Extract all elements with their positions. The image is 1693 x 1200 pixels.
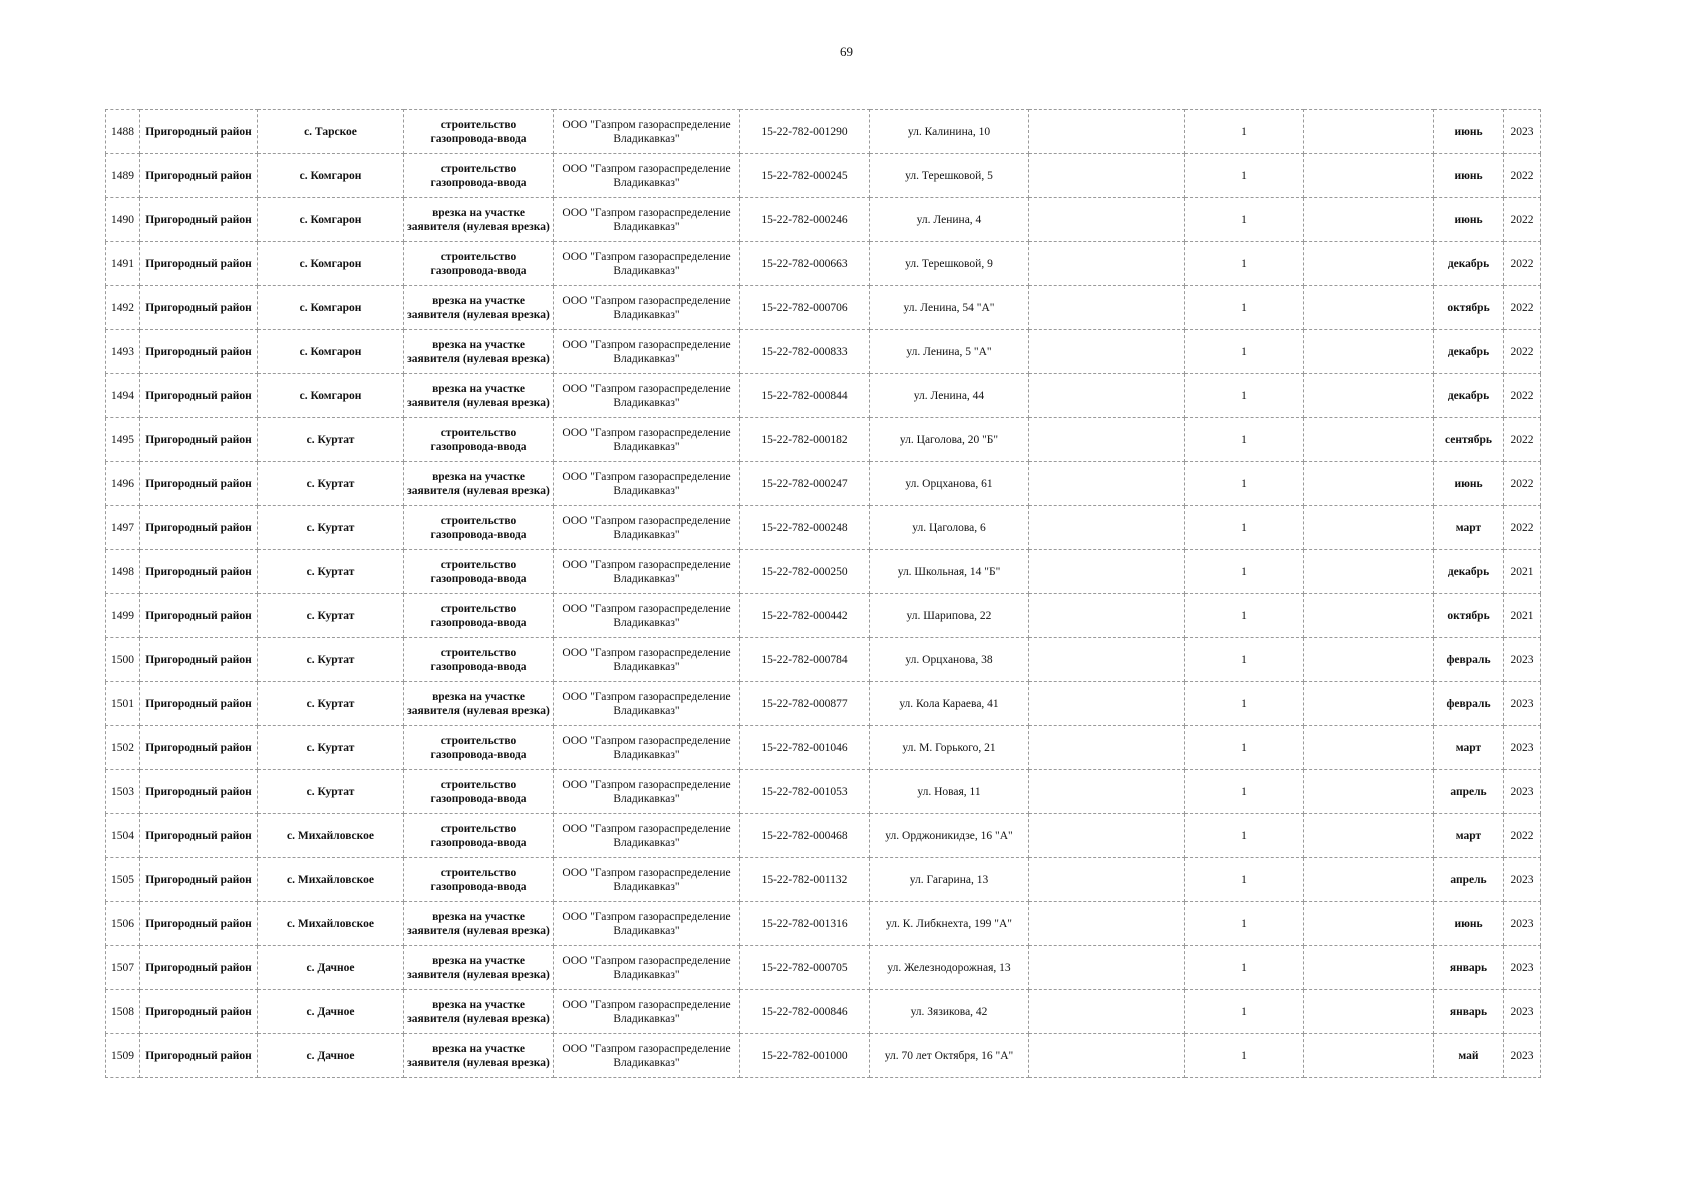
table-row — [106, 462, 1541, 506]
organization-cell: ООО "Газпром газораспределение Владикавказ" — [554, 814, 740, 858]
empty-cell — [1029, 770, 1185, 814]
organization-cell: ООО "Газпром газораспределение Владикавказ" — [554, 594, 740, 638]
address-cell: ул. Орцханова, 38 — [870, 638, 1029, 682]
organization-cell: ООО "Газпром газораспределение Владикавказ" — [554, 506, 740, 550]
settlement-cell: с. Комгарон — [258, 242, 404, 286]
quantity-cell: 1 — [1185, 506, 1304, 550]
month-cell: март — [1434, 506, 1504, 550]
quantity-cell: 1 — [1185, 594, 1304, 638]
table-row — [106, 858, 1541, 902]
year-cell: 2023 — [1504, 110, 1541, 154]
work-type-cell: врезка на участке заявителя (нулевая врезка) — [404, 1034, 554, 1078]
district-cell: Пригородный район — [140, 682, 258, 726]
empty-cell — [1029, 1034, 1185, 1078]
year-cell: 2022 — [1504, 462, 1541, 506]
year-cell: 2023 — [1504, 1034, 1541, 1078]
settlement-cell: с. Куртат — [258, 682, 404, 726]
row-number-cell: 1500 — [106, 638, 140, 682]
district-cell: Пригородный район — [140, 374, 258, 418]
month-cell: октябрь — [1434, 286, 1504, 330]
work-type-cell: строительство газопровода-ввода — [404, 594, 554, 638]
address-cell: ул. Терешковой, 5 — [870, 154, 1029, 198]
month-cell: декабрь — [1434, 550, 1504, 594]
table-row — [106, 198, 1541, 242]
gas-connection-table — [105, 109, 1541, 1078]
settlement-cell: с. Тарское — [258, 110, 404, 154]
empty-cell — [1304, 330, 1434, 374]
year-cell: 2022 — [1504, 330, 1541, 374]
district-cell: Пригородный район — [140, 242, 258, 286]
district-cell: Пригородный район — [140, 462, 258, 506]
address-cell: ул. Цаголова, 6 — [870, 506, 1029, 550]
table-row — [106, 374, 1541, 418]
work-type-cell: строительство газопровода-ввода — [404, 726, 554, 770]
year-cell: 2022 — [1504, 418, 1541, 462]
empty-cell — [1304, 726, 1434, 770]
row-number-cell: 1490 — [106, 198, 140, 242]
year-cell: 2023 — [1504, 990, 1541, 1034]
quantity-cell: 1 — [1185, 418, 1304, 462]
year-cell: 2022 — [1504, 198, 1541, 242]
row-number-cell: 1489 — [106, 154, 140, 198]
quantity-cell: 1 — [1185, 682, 1304, 726]
application-code-cell: 15-22-782-000877 — [740, 682, 870, 726]
work-type-cell: врезка на участке заявителя (нулевая врезка) — [404, 990, 554, 1034]
row-number-cell: 1505 — [106, 858, 140, 902]
work-type-cell: строительство газопровода-ввода — [404, 638, 554, 682]
month-cell: июнь — [1434, 154, 1504, 198]
application-code-cell: 15-22-782-000468 — [740, 814, 870, 858]
year-cell: 2023 — [1504, 770, 1541, 814]
application-code-cell: 15-22-782-000784 — [740, 638, 870, 682]
empty-cell — [1304, 594, 1434, 638]
quantity-cell: 1 — [1185, 814, 1304, 858]
quantity-cell: 1 — [1185, 858, 1304, 902]
table-row — [106, 330, 1541, 374]
application-code-cell: 15-22-782-001053 — [740, 770, 870, 814]
year-cell: 2022 — [1504, 814, 1541, 858]
address-cell: ул. Кола Караева, 41 — [870, 682, 1029, 726]
month-cell: апрель — [1434, 858, 1504, 902]
address-cell: ул. Орцханова, 61 — [870, 462, 1029, 506]
row-number-cell: 1498 — [106, 550, 140, 594]
empty-cell — [1304, 462, 1434, 506]
year-cell: 2021 — [1504, 550, 1541, 594]
settlement-cell: с. Куртат — [258, 594, 404, 638]
row-number-cell: 1502 — [106, 726, 140, 770]
address-cell: ул. Железнодорожная, 13 — [870, 946, 1029, 990]
address-cell: ул. Ленина, 44 — [870, 374, 1029, 418]
quantity-cell: 1 — [1185, 770, 1304, 814]
year-cell: 2022 — [1504, 242, 1541, 286]
organization-cell: ООО "Газпром газораспределение Владикавказ" — [554, 638, 740, 682]
work-type-cell: врезка на участке заявителя (нулевая врезка) — [404, 682, 554, 726]
year-cell: 2023 — [1504, 726, 1541, 770]
organization-cell: ООО "Газпром газораспределение Владикавказ" — [554, 990, 740, 1034]
settlement-cell: с. Куртат — [258, 770, 404, 814]
year-cell: 2022 — [1504, 374, 1541, 418]
district-cell: Пригородный район — [140, 858, 258, 902]
work-type-cell: врезка на участке заявителя (нулевая врезка) — [404, 198, 554, 242]
organization-cell: ООО "Газпром газораспределение Владикавказ" — [554, 462, 740, 506]
month-cell: июнь — [1434, 110, 1504, 154]
district-cell: Пригородный район — [140, 330, 258, 374]
address-cell: ул. Цаголова, 20 "Б" — [870, 418, 1029, 462]
month-cell: декабрь — [1434, 242, 1504, 286]
empty-cell — [1029, 946, 1185, 990]
empty-cell — [1029, 110, 1185, 154]
settlement-cell: с. Михайловское — [258, 858, 404, 902]
empty-cell — [1029, 198, 1185, 242]
empty-cell — [1304, 858, 1434, 902]
month-cell: декабрь — [1434, 374, 1504, 418]
organization-cell: ООО "Газпром газораспределение Владикавказ" — [554, 374, 740, 418]
district-cell: Пригородный район — [140, 198, 258, 242]
quantity-cell: 1 — [1185, 374, 1304, 418]
empty-cell — [1304, 814, 1434, 858]
district-cell: Пригородный район — [140, 902, 258, 946]
district-cell: Пригородный район — [140, 594, 258, 638]
settlement-cell: с. Куртат — [258, 506, 404, 550]
organization-cell: ООО "Газпром газораспределение Владикавказ" — [554, 110, 740, 154]
district-cell: Пригородный район — [140, 770, 258, 814]
table-row — [106, 154, 1541, 198]
empty-cell — [1304, 682, 1434, 726]
district-cell: Пригородный район — [140, 946, 258, 990]
address-cell: ул. Гагарина, 13 — [870, 858, 1029, 902]
district-cell: Пригородный район — [140, 990, 258, 1034]
address-cell: ул. Ленина, 5 "А" — [870, 330, 1029, 374]
application-code-cell: 15-22-782-001046 — [740, 726, 870, 770]
empty-cell — [1304, 990, 1434, 1034]
empty-cell — [1029, 638, 1185, 682]
table-row — [106, 286, 1541, 330]
year-cell: 2023 — [1504, 638, 1541, 682]
empty-cell — [1304, 550, 1434, 594]
empty-cell — [1304, 638, 1434, 682]
row-number-cell: 1492 — [106, 286, 140, 330]
application-code-cell: 15-22-782-001316 — [740, 902, 870, 946]
district-cell: Пригородный район — [140, 506, 258, 550]
organization-cell: ООО "Газпром газораспределение Владикавказ" — [554, 682, 740, 726]
quantity-cell: 1 — [1185, 242, 1304, 286]
quantity-cell: 1 — [1185, 286, 1304, 330]
year-cell: 2022 — [1504, 154, 1541, 198]
table-row — [106, 638, 1541, 682]
month-cell: февраль — [1434, 638, 1504, 682]
address-cell: ул. Ленина, 54 "А" — [870, 286, 1029, 330]
work-type-cell: строительство газопровода-ввода — [404, 418, 554, 462]
empty-cell — [1029, 594, 1185, 638]
empty-cell — [1304, 242, 1434, 286]
settlement-cell: с. Комгарон — [258, 330, 404, 374]
quantity-cell: 1 — [1185, 902, 1304, 946]
settlement-cell: с. Куртат — [258, 638, 404, 682]
address-cell: ул. Новая, 11 — [870, 770, 1029, 814]
table-row — [106, 990, 1541, 1034]
empty-cell — [1029, 462, 1185, 506]
settlement-cell: с. Комгарон — [258, 154, 404, 198]
settlement-cell: с. Дачное — [258, 990, 404, 1034]
empty-cell — [1304, 154, 1434, 198]
address-cell: ул. Шарипова, 22 — [870, 594, 1029, 638]
month-cell: май — [1434, 1034, 1504, 1078]
work-type-cell: врезка на участке заявителя (нулевая врезка) — [404, 286, 554, 330]
month-cell: март — [1434, 726, 1504, 770]
table-row — [106, 110, 1541, 154]
row-number-cell: 1488 — [106, 110, 140, 154]
application-code-cell: 15-22-782-000246 — [740, 198, 870, 242]
organization-cell: ООО "Газпром газораспределение Владикавказ" — [554, 1034, 740, 1078]
settlement-cell: с. Куртат — [258, 726, 404, 770]
application-code-cell: 15-22-782-000442 — [740, 594, 870, 638]
empty-cell — [1304, 946, 1434, 990]
row-number-cell: 1507 — [106, 946, 140, 990]
organization-cell: ООО "Газпром газораспределение Владикавказ" — [554, 858, 740, 902]
year-cell: 2023 — [1504, 946, 1541, 990]
work-type-cell: врезка на участке заявителя (нулевая врезка) — [404, 330, 554, 374]
settlement-cell: с. Комгарон — [258, 198, 404, 242]
empty-cell — [1029, 154, 1185, 198]
application-code-cell: 15-22-782-000248 — [740, 506, 870, 550]
work-type-cell: врезка на участке заявителя (нулевая врезка) — [404, 462, 554, 506]
work-type-cell: строительство газопровода-ввода — [404, 506, 554, 550]
application-code-cell: 15-22-782-001000 — [740, 1034, 870, 1078]
organization-cell: ООО "Газпром газораспределение Владикавказ" — [554, 550, 740, 594]
empty-cell — [1029, 330, 1185, 374]
empty-cell — [1029, 726, 1185, 770]
address-cell: ул. К. Либкнехта, 199 "А" — [870, 902, 1029, 946]
settlement-cell: с. Комгарон — [258, 374, 404, 418]
application-code-cell: 15-22-782-000245 — [740, 154, 870, 198]
empty-cell — [1029, 506, 1185, 550]
empty-cell — [1304, 374, 1434, 418]
empty-cell — [1304, 506, 1434, 550]
organization-cell: ООО "Газпром газораспределение Владикавказ" — [554, 242, 740, 286]
month-cell: июнь — [1434, 198, 1504, 242]
row-number-cell: 1503 — [106, 770, 140, 814]
year-cell: 2023 — [1504, 902, 1541, 946]
organization-cell: ООО "Газпром газораспределение Владикавказ" — [554, 946, 740, 990]
empty-cell — [1029, 550, 1185, 594]
application-code-cell: 15-22-782-001132 — [740, 858, 870, 902]
work-type-cell: строительство газопровода-ввода — [404, 858, 554, 902]
settlement-cell: с. Михайловское — [258, 902, 404, 946]
row-number-cell: 1504 — [106, 814, 140, 858]
organization-cell: ООО "Газпром газораспределение Владикавказ" — [554, 286, 740, 330]
district-cell: Пригородный район — [140, 110, 258, 154]
settlement-cell: с. Комгарон — [258, 286, 404, 330]
settlement-cell: с. Дачное — [258, 946, 404, 990]
row-number-cell: 1494 — [106, 374, 140, 418]
month-cell: сентябрь — [1434, 418, 1504, 462]
table-row — [106, 418, 1541, 462]
empty-cell — [1029, 858, 1185, 902]
work-type-cell: врезка на участке заявителя (нулевая врезка) — [404, 374, 554, 418]
settlement-cell: с. Дачное — [258, 1034, 404, 1078]
application-code-cell: 15-22-782-000706 — [740, 286, 870, 330]
table-row — [106, 814, 1541, 858]
month-cell: декабрь — [1434, 330, 1504, 374]
work-type-cell: строительство газопровода-ввода — [404, 242, 554, 286]
work-type-cell: строительство газопровода-ввода — [404, 814, 554, 858]
application-code-cell: 15-22-782-000182 — [740, 418, 870, 462]
row-number-cell: 1497 — [106, 506, 140, 550]
row-number-cell: 1499 — [106, 594, 140, 638]
application-code-cell: 15-22-782-000247 — [740, 462, 870, 506]
row-number-cell: 1506 — [106, 902, 140, 946]
application-code-cell: 15-22-782-001290 — [740, 110, 870, 154]
organization-cell: ООО "Газпром газораспределение Владикавказ" — [554, 902, 740, 946]
row-number-cell: 1501 — [106, 682, 140, 726]
work-type-cell: врезка на участке заявителя (нулевая врезка) — [404, 946, 554, 990]
empty-cell — [1029, 286, 1185, 330]
settlement-cell: с. Куртат — [258, 418, 404, 462]
address-cell: ул. М. Горького, 21 — [870, 726, 1029, 770]
address-cell: ул. Ленина, 4 — [870, 198, 1029, 242]
empty-cell — [1029, 814, 1185, 858]
empty-cell — [1304, 902, 1434, 946]
address-cell: ул. 70 лет Октября, 16 "А" — [870, 1034, 1029, 1078]
year-cell: 2021 — [1504, 594, 1541, 638]
empty-cell — [1304, 198, 1434, 242]
address-cell: ул. Школьная, 14 "Б" — [870, 550, 1029, 594]
empty-cell — [1304, 418, 1434, 462]
empty-cell — [1029, 682, 1185, 726]
month-cell: январь — [1434, 946, 1504, 990]
row-number-cell: 1508 — [106, 990, 140, 1034]
address-cell: ул. Орджоникидзе, 16 "А" — [870, 814, 1029, 858]
settlement-cell: с. Куртат — [258, 462, 404, 506]
empty-cell — [1304, 770, 1434, 814]
work-type-cell: строительство газопровода-ввода — [404, 550, 554, 594]
organization-cell: ООО "Газпром газораспределение Владикавказ" — [554, 726, 740, 770]
year-cell: 2023 — [1504, 858, 1541, 902]
district-cell: Пригородный район — [140, 286, 258, 330]
application-code-cell: 15-22-782-000844 — [740, 374, 870, 418]
table-row — [106, 726, 1541, 770]
row-number-cell: 1493 — [106, 330, 140, 374]
empty-cell — [1029, 374, 1185, 418]
work-type-cell: врезка на участке заявителя (нулевая врезка) — [404, 902, 554, 946]
address-cell: ул. Терешковой, 9 — [870, 242, 1029, 286]
quantity-cell: 1 — [1185, 330, 1304, 374]
application-code-cell: 15-22-782-000250 — [740, 550, 870, 594]
quantity-cell: 1 — [1185, 1034, 1304, 1078]
application-code-cell: 15-22-782-000833 — [740, 330, 870, 374]
organization-cell: ООО "Газпром газораспределение Владикавказ" — [554, 198, 740, 242]
organization-cell: ООО "Газпром газораспределение Владикавказ" — [554, 154, 740, 198]
empty-cell — [1029, 990, 1185, 1034]
quantity-cell: 1 — [1185, 990, 1304, 1034]
district-cell: Пригородный район — [140, 726, 258, 770]
settlement-cell: с. Михайловское — [258, 814, 404, 858]
table-row — [106, 902, 1541, 946]
empty-cell — [1029, 418, 1185, 462]
table-row — [106, 1034, 1541, 1078]
quantity-cell: 1 — [1185, 110, 1304, 154]
empty-cell — [1304, 1034, 1434, 1078]
year-cell: 2023 — [1504, 682, 1541, 726]
year-cell: 2022 — [1504, 286, 1541, 330]
table-row — [106, 770, 1541, 814]
month-cell: апрель — [1434, 770, 1504, 814]
work-type-cell: строительство газопровода-ввода — [404, 770, 554, 814]
organization-cell: ООО "Газпром газораспределение Владикавказ" — [554, 770, 740, 814]
table-row — [106, 594, 1541, 638]
month-cell: июнь — [1434, 902, 1504, 946]
empty-cell — [1304, 286, 1434, 330]
row-number-cell: 1509 — [106, 1034, 140, 1078]
organization-cell: ООО "Газпром газораспределение Владикавказ" — [554, 418, 740, 462]
row-number-cell: 1496 — [106, 462, 140, 506]
quantity-cell: 1 — [1185, 726, 1304, 770]
table-row — [106, 506, 1541, 550]
empty-cell — [1029, 242, 1185, 286]
row-number-cell: 1491 — [106, 242, 140, 286]
table-row — [106, 682, 1541, 726]
address-cell: ул. Зязикова, 42 — [870, 990, 1029, 1034]
year-cell: 2022 — [1504, 506, 1541, 550]
month-cell: январь — [1434, 990, 1504, 1034]
application-code-cell: 15-22-782-000663 — [740, 242, 870, 286]
quantity-cell: 1 — [1185, 198, 1304, 242]
quantity-cell: 1 — [1185, 462, 1304, 506]
district-cell: Пригородный район — [140, 814, 258, 858]
month-cell: июнь — [1434, 462, 1504, 506]
quantity-cell: 1 — [1185, 638, 1304, 682]
district-cell: Пригородный район — [140, 550, 258, 594]
month-cell: октябрь — [1434, 594, 1504, 638]
district-cell: Пригородный район — [140, 638, 258, 682]
table-row — [106, 946, 1541, 990]
settlement-cell: с. Куртат — [258, 550, 404, 594]
district-cell: Пригородный район — [140, 418, 258, 462]
row-number-cell: 1495 — [106, 418, 140, 462]
month-cell: март — [1434, 814, 1504, 858]
page-number: 69 — [840, 44, 853, 59]
empty-cell — [1029, 902, 1185, 946]
organization-cell: ООО "Газпром газораспределение Владикавказ" — [554, 330, 740, 374]
application-code-cell: 15-22-782-000846 — [740, 990, 870, 1034]
work-type-cell: строительство газопровода-ввода — [404, 110, 554, 154]
table-row — [106, 242, 1541, 286]
district-cell: Пригородный район — [140, 1034, 258, 1078]
quantity-cell: 1 — [1185, 946, 1304, 990]
quantity-cell: 1 — [1185, 154, 1304, 198]
table-body — [106, 110, 1541, 1078]
empty-cell — [1304, 110, 1434, 154]
table-row — [106, 550, 1541, 594]
application-code-cell: 15-22-782-000705 — [740, 946, 870, 990]
address-cell: ул. Калинина, 10 — [870, 110, 1029, 154]
work-type-cell: строительство газопровода-ввода — [404, 154, 554, 198]
district-cell: Пригородный район — [140, 154, 258, 198]
month-cell: февраль — [1434, 682, 1504, 726]
quantity-cell: 1 — [1185, 550, 1304, 594]
